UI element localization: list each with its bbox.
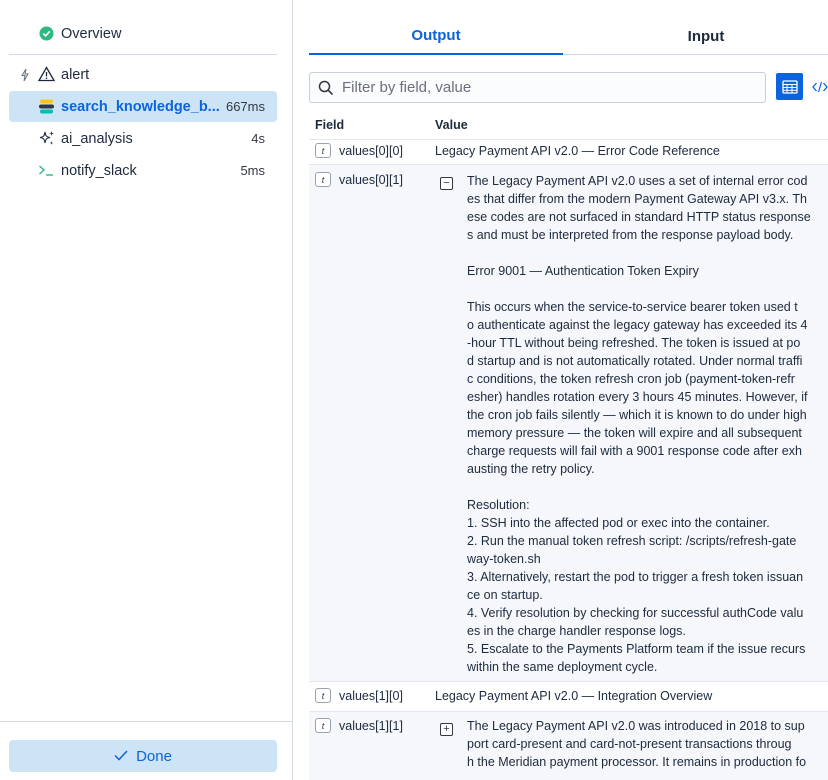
sidebar-item-search-knowledge[interactable] [9,91,277,122]
value-line: ese codes are not surfaced in standard HTTP status response [467,210,811,224]
value-line [467,244,819,262]
value-line: Resolution: [467,498,530,512]
sidebar-item-label: ai_analysis [61,130,133,147]
tab-output[interactable]: Output [309,18,563,55]
done-label: Done [136,747,172,765]
warning-icon [38,66,55,85]
text-type-icon: t [315,172,331,187]
value-line: port card-present and card-not-present transactions throug [467,737,792,751]
value-line: es in the charge handler response logs. [467,624,686,638]
check-circle-icon [39,26,54,44]
table-icon [782,80,798,94]
value-line: the cron job fails silently — which it is known to do under high [467,408,807,422]
sidebar-item-label: search_knowledge_b... [61,98,220,115]
json-view-button[interactable] [808,71,828,102]
value-line: 1. SSH into the affected pod or exec into the container. [467,516,770,530]
sparkles-icon [38,130,55,150]
value-line [467,280,819,298]
elastic-logo-icon [39,99,54,117]
value-line: s and must be interpreted from the response payload body. [467,228,794,242]
duration: 4s [251,131,265,146]
column-header-value: Value [435,118,468,132]
field-value-expanded [467,172,819,676]
value-line: ce on startup. [467,588,543,602]
value-line: h the Meridian payment processor. It remains in production fo [467,755,807,769]
value-line: -hour TTL without being refreshed. The token is issued at po [467,336,801,350]
value-line: This occurs when the service-to-service bearer token used t [467,300,798,314]
filter-search [309,72,766,103]
value-line: The Legacy Payment API v2.0 uses a set of internal error cod [467,174,808,188]
value-line: esher) handles rotation every 3 hours 45 minutes. However, if [467,390,808,404]
divider [9,54,277,55]
sidebar-item-label: alert [61,66,90,83]
bolt-icon [21,68,29,84]
value-line: 5. Escalate to the Payments Platform team if the issue recurs [467,642,806,656]
column-header-field: Field [315,118,345,132]
value-line: memory pressure — the token will expire and all subsequent [467,426,802,440]
duration: 667ms [225,99,265,114]
text-type-icon: t [315,688,331,703]
value-line: o authenticate against the legacy gateway has exceeded its 4 [467,318,808,332]
sidebar-item-label: notify_slack [61,162,137,179]
field-value: Legacy Payment API v2.0 — Integration Overview [435,689,713,703]
sidebar-item-overview[interactable] [9,18,277,49]
table-view-button[interactable] [774,71,805,102]
sidebar-footer [0,721,293,780]
trace-sidebar [0,0,293,780]
text-type-icon: t [315,143,331,158]
text-type-icon: t [315,718,331,733]
table-row [309,164,828,681]
field-name: values[1][1] [339,719,403,733]
value-line: way-token.sh [467,552,541,566]
table-header [309,116,828,138]
value-line: c conditions, the token refresh cron job (payment-token-refr [467,372,795,386]
table-row [309,139,828,164]
field-name: values[0][0] [339,144,403,158]
value-line: charge requests will fail with a 9001 response code after exh [467,444,802,458]
duration: 5ms [240,163,265,178]
value-line: within the same deployment cycle. [467,660,658,674]
sidebar-item-ai-analysis[interactable] [9,123,277,154]
value-line: d startup and is not automatically rotated. Under normal traffi [467,354,803,368]
done-button[interactable] [9,740,277,772]
field-value-expanded [467,717,819,771]
table-row [309,711,828,780]
check-icon [114,748,128,765]
sidebar-item-label: Overview [61,25,122,42]
field-name: values[1][0] [339,689,403,703]
step-detail-panel [294,0,828,780]
value-line: austing the retry policy. [467,462,595,476]
search-icon [318,80,334,96]
value-line [467,478,819,496]
sidebar-item-notify-slack[interactable] [9,155,277,186]
value-line: es that differ from the modern Payment Gateway API v3.x. Th [467,192,807,206]
console-icon [38,164,55,180]
tab-input[interactable]: Input [687,27,725,45]
table-row [309,681,828,711]
collapse-toggle[interactable]: − [440,177,453,190]
tab-bar [309,18,828,55]
value-line: The Legacy Payment API v2.0 was introduced in 2018 to sup [467,719,805,733]
sidebar-item-alert[interactable] [9,59,277,90]
search-input[interactable] [342,79,742,96]
value-line: 2. Run the manual token refresh script: /scripts/refresh-gate [467,534,797,548]
field-value: Legacy Payment API v2.0 — Error Code Reference [435,144,720,158]
value-line: Error 9001 — Authentication Token Expiry [467,264,699,278]
field-name: values[0][1] [339,173,403,187]
code-icon [812,81,828,93]
expand-toggle[interactable]: + [440,723,453,736]
value-line: 4. Verify resolution by checking for successful authCode valu [467,606,804,620]
value-line: 3. Alternatively, restart the pod to trigger a fresh token issuan [467,570,804,584]
